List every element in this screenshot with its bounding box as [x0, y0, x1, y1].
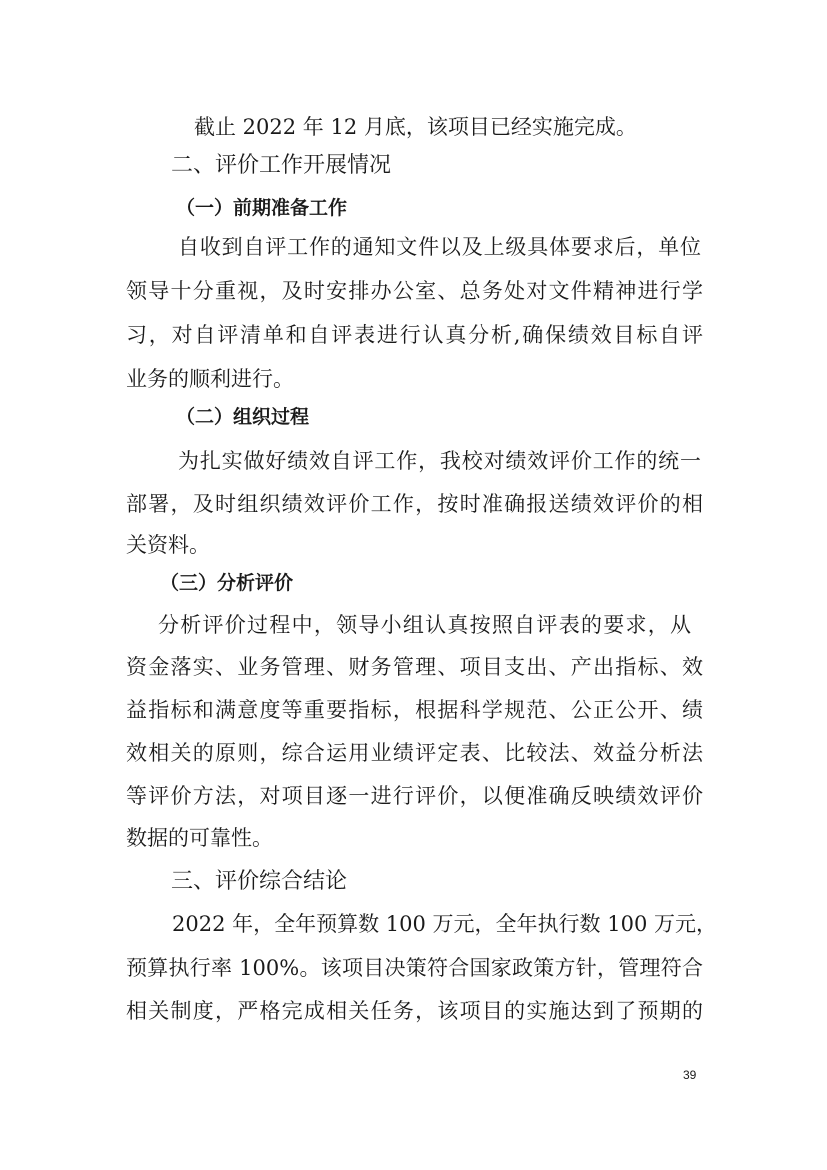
subsection-2-heading: （二）组织过程 [176, 406, 310, 428]
paragraph-line: 相关制度，严格完成相关任务，该项目的实施达到了预期的 [126, 999, 703, 1023]
paragraph-line: 益指标和满意度等重要指标，根据科学规范、公正公开、绩 [126, 698, 703, 722]
page-number: 39 [683, 1068, 697, 1082]
intro-line: 截止 2022 年 12 月底，该项目已经实施完成。 [194, 115, 637, 139]
paragraph-line: 关资料。 [126, 533, 210, 557]
paragraph-line: 预算执行率 100%。该项目决策符合国家政策方针，管理符合 [126, 956, 703, 980]
subsection-3-heading: （三）分析评价 [160, 572, 294, 594]
paragraph-line: 资金落实、业务管理、财务管理、项目支出、产出指标、效 [126, 655, 703, 679]
section-3-heading: 三、评价综合结论 [171, 869, 348, 894]
paragraph-line: 为扎实做好绩效自评工作，我校对绩效评价工作的统一 [178, 449, 701, 473]
paragraph-line: 分析评价过程中，领导小组认真按照自评表的要求，从 [158, 613, 691, 637]
paragraph-line: 等评价方法，对项目逐一进行评价，以便准确反映绩效评价 [126, 784, 703, 808]
paragraph-line: 业务的顺利进行。 [126, 367, 294, 391]
paragraph-line: 效相关的原则，综合运用业绩评定表、比较法、效益分析法 [126, 741, 703, 765]
section-2-heading: 二、评价工作开展情况 [171, 153, 392, 178]
subsection-1-heading: （一）前期准备工作 [176, 197, 348, 219]
paragraph-line: 数据的可靠性。 [126, 826, 273, 850]
paragraph-line: 部署，及时组织绩效评价工作，按时准确报送绩效评价的相 [126, 492, 703, 516]
paragraph-line: 自收到自评工作的通知文件以及上级具体要求后，单位 [178, 235, 701, 259]
paragraph-line: 领导十分重视，及时安排办公室、总务处对文件精神进行学 [126, 279, 703, 303]
paragraph-line: 2022 年，全年预算数 100 万元，全年执行数 100 万元， [172, 912, 717, 936]
paragraph-line: 习，对自评清单和自评表进行认真分析,确保绩效目标自评 [126, 323, 703, 347]
